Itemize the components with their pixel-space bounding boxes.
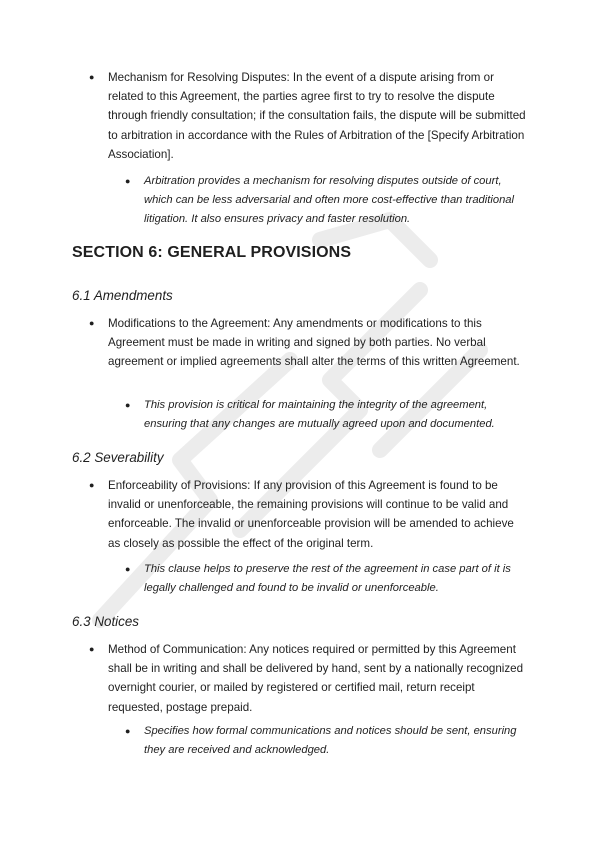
note-text: This provision is critical for maintaining the integrity of the agreement, ensuring that any changes are mutually agreed upon and documented. (144, 399, 495, 431)
bullet-icon: ● (89, 644, 95, 654)
bullet-icon: ● (89, 72, 95, 82)
subsection-heading: 6.1 Amendments (72, 288, 173, 303)
bullet-icon: ● (89, 480, 95, 490)
note-text: This clause helps to preserve the rest of the agreement in case part of it is legally challenged and found to be invalid or unenforceable. (144, 563, 511, 595)
list-item (89, 640, 526, 717)
list-item (125, 560, 526, 598)
subsection-heading: 6.3 Notices (72, 614, 139, 629)
bullet-text: Mechanism for Resolving Disputes: In the event of a dispute arising from or related to this Agreement, the parties agree first to try to resolve the dispute through friendly consultation; if the consultation fails, the dispute will be submitted to arbitration in accordance with the Rules of Arbitration of the [Specify Arbitration Association]. (108, 71, 526, 161)
section-heading: SECTION 6: GENERAL PROVISIONS (72, 244, 352, 261)
list-item (125, 172, 526, 230)
list-item (125, 396, 526, 434)
subsection-heading: 6.2 Severability (72, 450, 164, 465)
bullet-icon: ● (125, 564, 131, 574)
bullet-icon: ● (125, 400, 131, 410)
list-item (125, 722, 526, 760)
bullet-icon: ● (125, 176, 131, 186)
list-item (89, 68, 526, 164)
list-item (89, 314, 526, 372)
bullet-text: Enforceability of Provisions: If any provision of this Agreement is found to be invalid or unenforceable, the remaining provisions will continue to be valid and enforceable. The invalid or unenforceable provision will be amended to achieve as closely as possible the effect of the original term. (108, 479, 514, 550)
bullet-icon: ● (125, 726, 131, 736)
note-text: Arbitration provides a mechanism for resolving disputes outside of court, which can be less adversarial and often more cost-effective than traditional litigation. It also ensures privacy and faster resolution. (144, 175, 515, 226)
bullet-text: Method of Communication: Any notices required or permitted by this Agreement shall be in writing and shall be delivered by hand, sent by a nationally recognized overnight courier, or mailed by registered or certified mail, return receipt requested, postage prepaid. (108, 643, 524, 714)
bullet-text: Modifications to the Agreement: Any amendments or modifications to this Agreement must be made in writing and signed by both parties. No verbal agreement or implied agreements shall alter the terms of this written Agreement. (108, 317, 520, 369)
bullet-icon: ● (89, 318, 95, 328)
note-text: Specifies how formal communications and notices should be sent, ensuring they are received and acknowledged. (144, 725, 517, 757)
list-item (89, 476, 526, 553)
